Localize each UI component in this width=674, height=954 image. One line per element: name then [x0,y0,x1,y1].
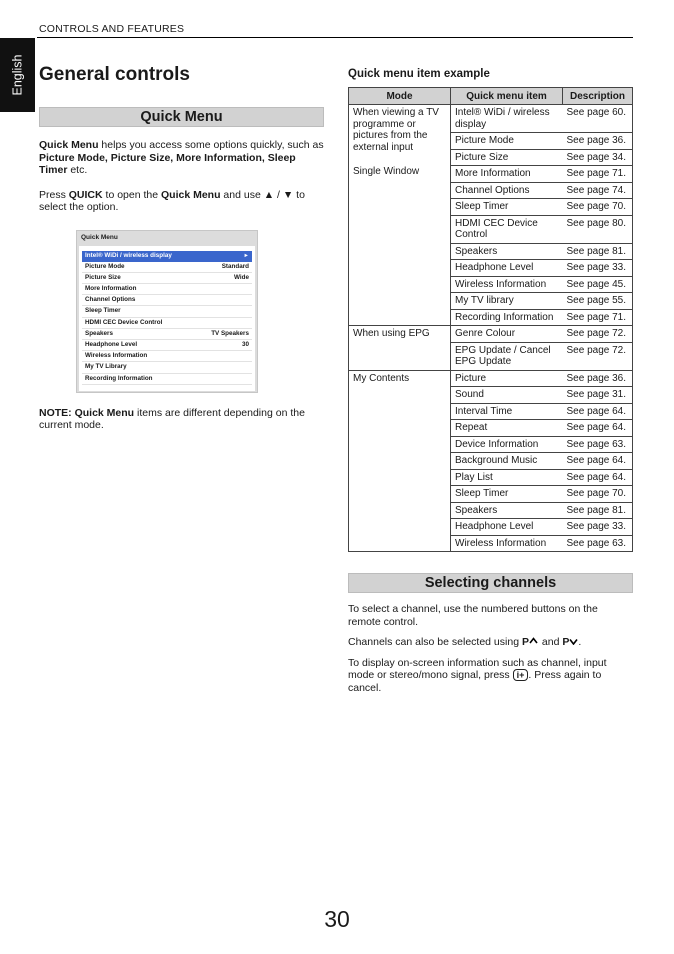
row-value: Standard [221,262,249,270]
item-cell: Sleep Timer [451,486,563,503]
intro-text-2: etc. [67,164,88,176]
desc-cell: See page 63. [563,436,633,453]
mode-text: Single Window [353,166,420,177]
item-cell: Picture [451,370,563,387]
p-key-label: P [562,636,570,648]
screen-menu-row[interactable] [82,340,252,351]
mode-cell [349,105,451,326]
desc-cell: See page 45. [563,276,633,293]
p2-end: . [578,636,582,648]
header-rule [37,37,633,38]
p2-text: Channels can also be selected using [348,636,522,648]
chevron-up-icon [529,637,538,644]
running-header: CONTROLS AND FEATURES [39,23,185,35]
desc-cell: See page 71. [563,309,633,326]
header-desc: Description [563,88,633,105]
header-mode: Mode [349,88,451,105]
row-value: TV Speakers [211,329,249,337]
item-cell: My TV library [451,293,563,310]
quick-menu-press-instruction [39,189,324,214]
item-cell: Repeat [451,420,563,437]
select-channel-para: To select a channel, use the numbered buttons on the remote control. [348,603,598,628]
press-bold-2: Quick Menu [161,188,221,201]
screen-menu-row[interactable] [82,262,252,273]
desc-cell: See page 64. [563,403,633,420]
quick-menu-intro [39,139,324,177]
desc-cell: See page 70. [563,486,633,503]
row-value: 30 [241,341,249,348]
row-label: Channel Options [85,296,136,304]
item-cell: Picture Size [451,149,563,166]
press-text-1: Press [39,188,69,201]
item-cell: Speakers [451,243,563,260]
note-text: items are different depending on the current mode. [39,406,305,431]
table-header-row [349,88,633,105]
row-label: Picture Mode [85,262,125,270]
mode-cell [349,326,451,371]
p-key-label: P [521,636,529,648]
right-column [348,68,633,694]
screen-title: Quick Menu [81,233,118,241]
press-text-2: to open the [102,188,161,201]
item-cell: EPG Update / Cancel EPG Update [451,342,563,370]
desc-cell: See page 33. [563,260,633,277]
desc-cell: See page 72. [563,326,633,343]
table-row [349,105,633,133]
left-column [39,64,324,432]
desc-cell: See page 31. [563,387,633,404]
table-row [349,326,633,343]
table-caption: Quick menu item example [348,68,490,80]
intro-bold-1: Quick Menu [39,139,99,151]
item-cell: Wireless Information [451,276,563,293]
item-cell: More Information [451,166,563,183]
page-title: General controls [39,64,190,85]
p3-text: To display on-screen information such as channel, input mode or stereo/mono signal, press [348,656,607,681]
desc-cell: See page 70. [563,199,633,216]
row-value: Wide [234,273,249,281]
item-cell: Channel Options [451,182,563,199]
item-cell: HDMI CEC Device Control [451,215,563,243]
row-label: Speakers [85,329,114,337]
item-cell: Sleep Timer [451,199,563,216]
info-button-icon: i+ [513,669,529,681]
channel-up-down-para [348,636,633,649]
language-label: English [10,54,25,96]
selecting-channels-heading: Selecting channels [348,573,633,593]
item-cell: Background Music [451,453,563,470]
item-cell: Sound [451,387,563,404]
intro-text-1: helps you access some options quickly, such as [98,139,324,151]
p2-and: and [538,636,563,648]
row-label: Wireless Information [85,352,148,360]
screen-menu-row[interactable] [82,329,252,340]
desc-cell: See page 64. [563,420,633,437]
row-label: Sleep Timer [85,307,121,315]
chevron-down-icon [569,638,578,645]
row-label: Recording Information [85,374,153,382]
screen-menu-row[interactable] [82,351,252,362]
row-label: Picture Size [85,273,121,281]
p3-text-end: . Press again to cancel. [348,669,602,694]
desc-cell: See page 64. [563,453,633,470]
row-label: My TV Library [85,363,127,371]
table-row [349,370,633,387]
item-cell: Interval Time [451,403,563,420]
item-cell: Device Information [451,436,563,453]
desc-cell: See page 81. [563,243,633,260]
language-tab [0,38,35,112]
mode-text: My Contents [353,372,410,384]
screen-menu-panel [79,246,255,391]
page-number: 30 [324,906,350,932]
screen-menu-row[interactable] [82,318,252,329]
row-label: HDMI CEC Device Control [85,318,163,326]
desc-cell: See page 60. [563,105,633,133]
item-cell: Picture Mode [451,133,563,150]
mode-cell [349,370,451,552]
header-item: Quick menu item [451,88,563,105]
desc-cell: See page 34. [563,149,633,166]
quick-menu-screenshot [76,230,258,393]
desc-cell: See page 64. [563,469,633,486]
screen-menu-row[interactable] [82,295,252,306]
item-cell: Speakers [451,502,563,519]
screen-menu-row[interactable] [82,306,252,317]
intro-bold-2: Picture Mode, Picture Size, More Information, Sleep Timer [39,151,296,176]
quick-menu-section-heading: Quick Menu [39,107,324,127]
item-cell: Recording Information [451,309,563,326]
screen-menu-row[interactable] [82,362,252,373]
note-bold: NOTE: Quick Menu [39,406,135,419]
row-label: More Information [85,285,137,293]
press-bold-1: QUICK [68,188,103,201]
item-cell: Wireless Information [451,535,563,552]
item-cell: Intel® WiDi / wireless display [451,105,563,133]
desc-cell: See page 63. [563,535,633,552]
desc-cell: See page 33. [563,519,633,536]
item-cell: Headphone Level [451,519,563,536]
item-cell: Genre Colour [451,326,563,343]
table-body [349,105,633,552]
mode-text: When viewing a TV programme or pictures from the external input [353,107,439,153]
row-label: Intel® WiDi / wireless display [85,251,172,259]
desc-cell: See page 74. [563,182,633,199]
press-text-3: and use ▲ / ▼ to select the option. [39,188,305,213]
desc-cell: See page 71. [563,166,633,183]
screen-menu-row[interactable] [82,374,252,385]
desc-cell: See page 72. [563,342,633,370]
row-label: Headphone Level [85,341,138,348]
screen-menu-row[interactable] [82,273,252,284]
chevron-right-icon: ► [243,252,249,259]
quick-menu-note [39,407,324,432]
on-screen-info-para [348,657,633,695]
mode-text: When using EPG [353,328,430,339]
desc-cell: See page 80. [563,215,633,243]
desc-cell: See page 36. [563,133,633,150]
screen-menu-row[interactable] [82,251,252,262]
item-cell: Play List [451,469,563,486]
desc-cell: See page 55. [563,293,633,310]
item-cell: Headphone Level [451,260,563,277]
quick-menu-item-table [348,87,633,552]
desc-cell: See page 36. [563,370,633,387]
desc-cell: See page 81. [563,502,633,519]
screen-menu-row[interactable] [82,284,252,295]
